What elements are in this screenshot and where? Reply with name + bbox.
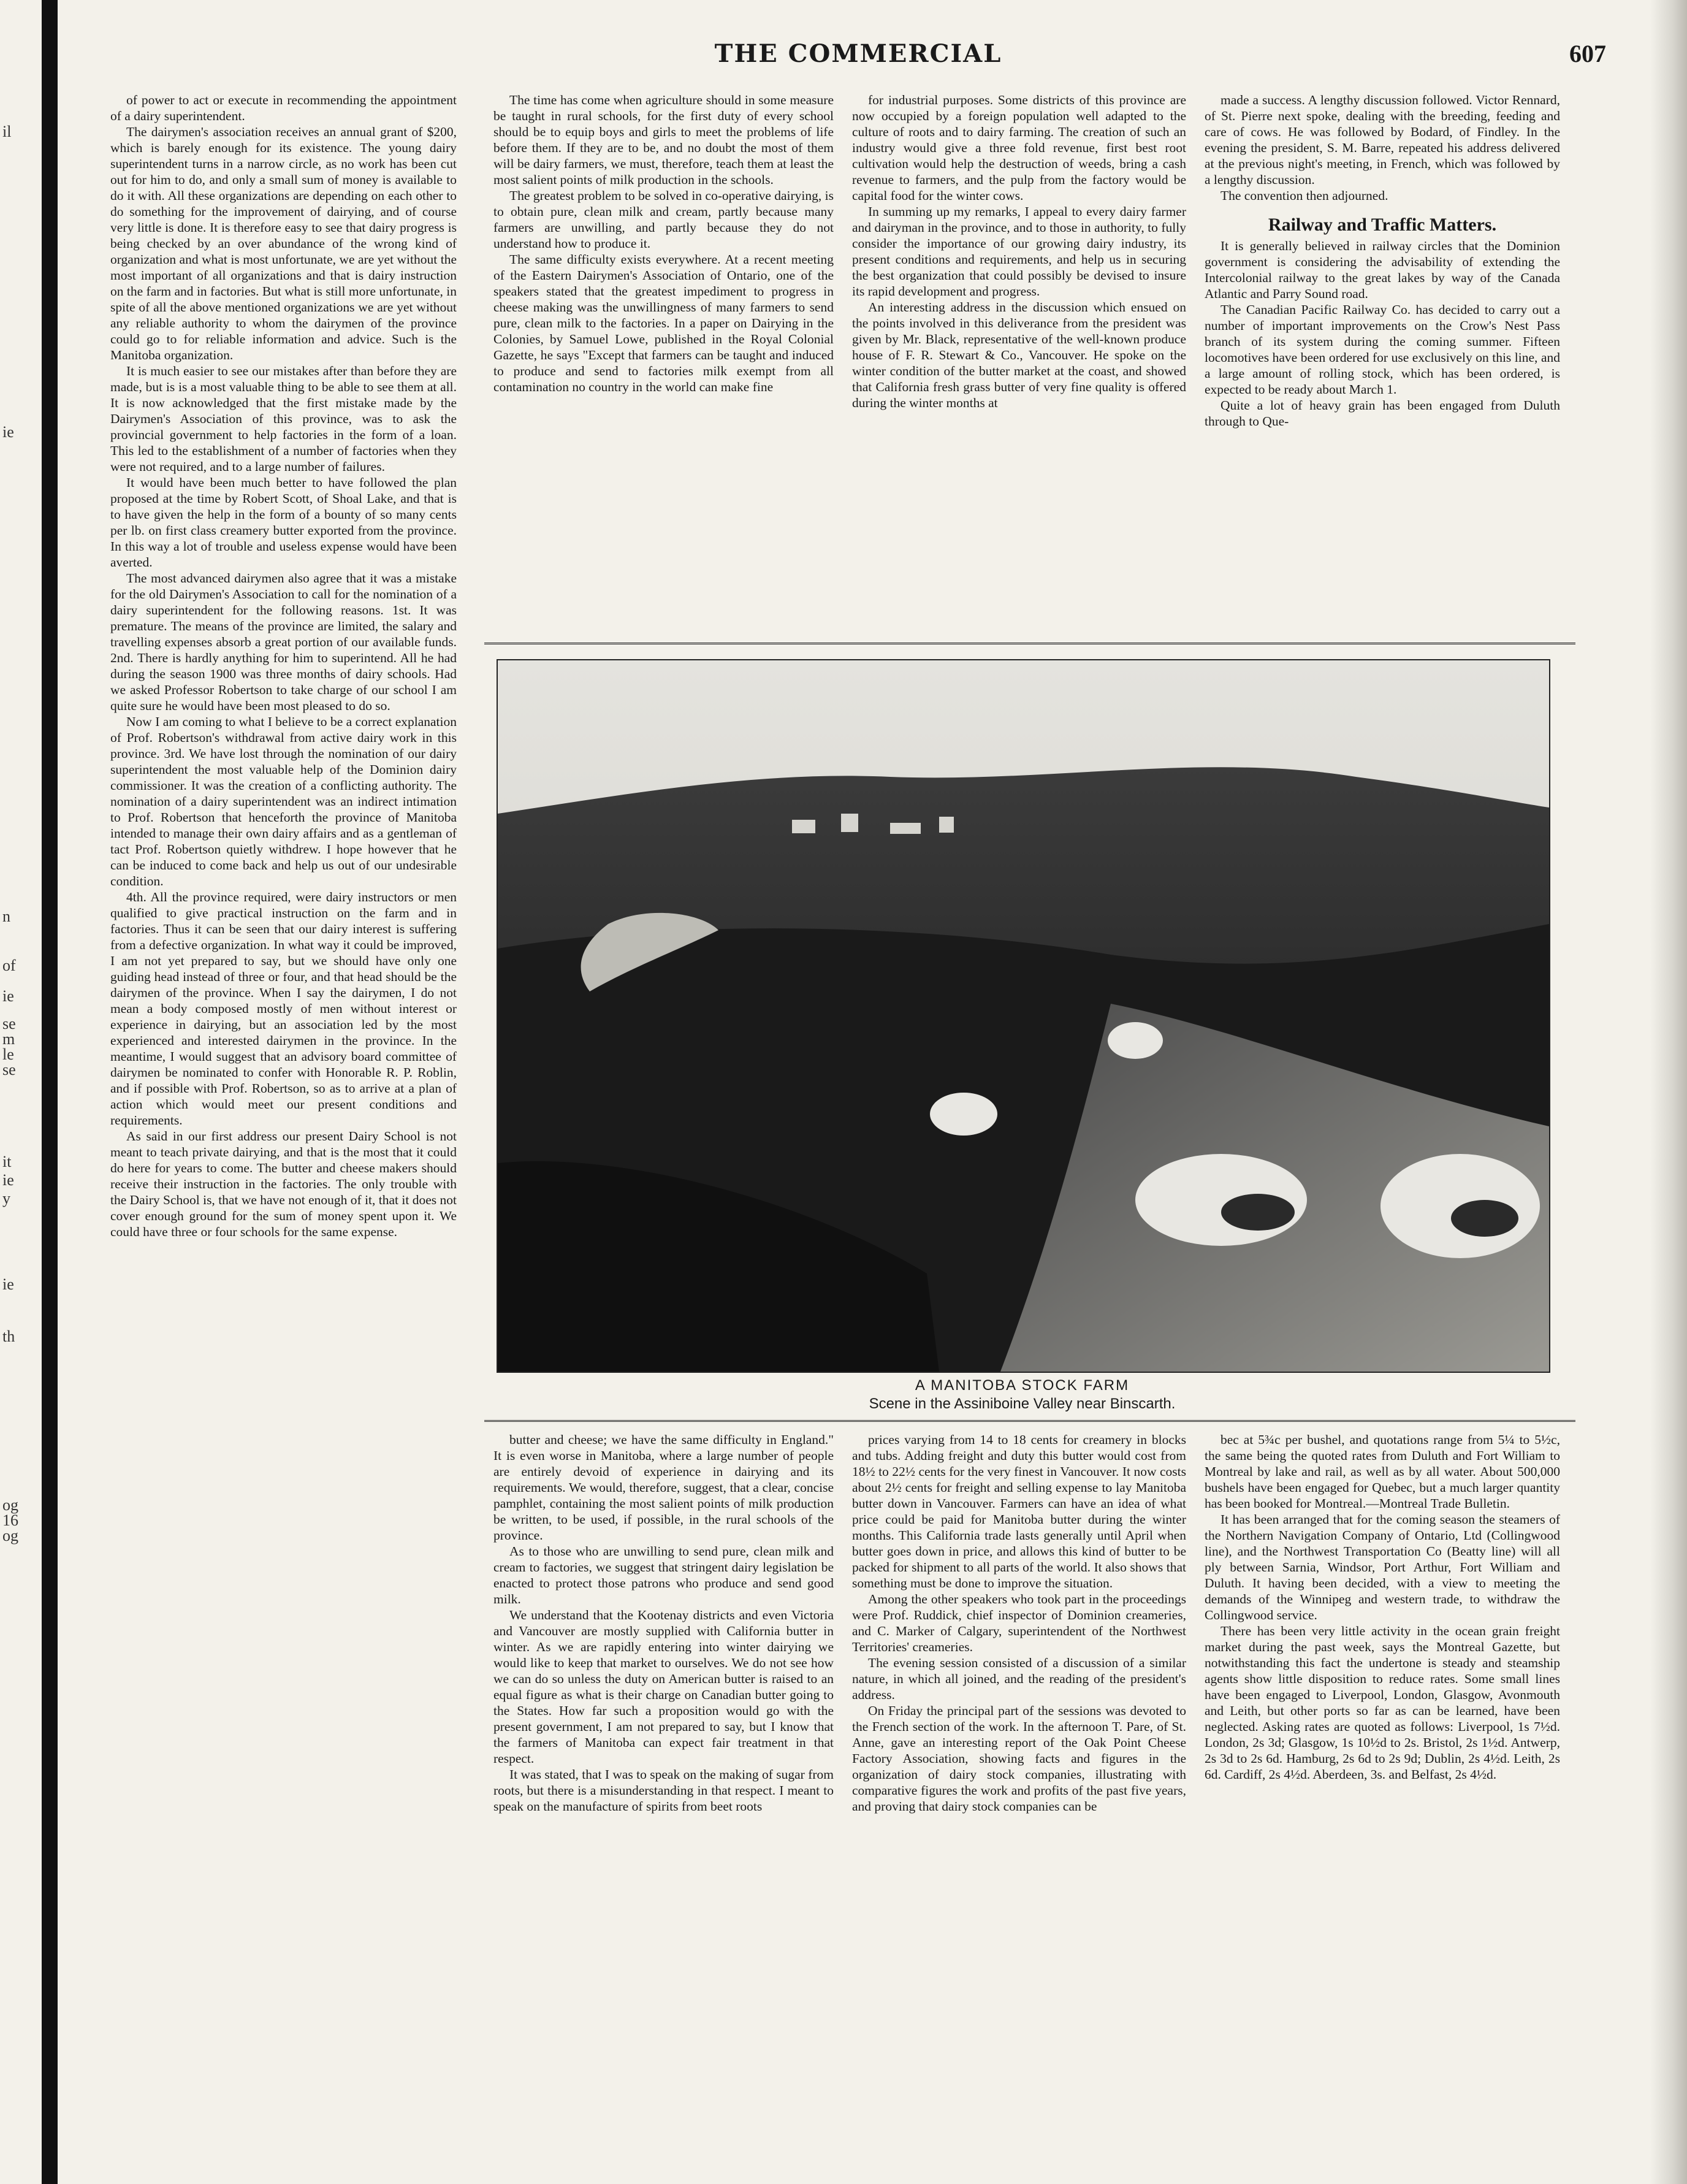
article-paragraph: As said in our first address our present Dairy School is not meant to teach private dairying, and that is the most that it could do here for years to come. The butter and cheese makers should receive their instruction in the factories. The only trouble with the Dairy School is, that we have not enough of it, that it does not cover enough ground for the sum of money spent upon it. We could have three or four schools for the same expense.	[110, 1129, 457, 1239]
article-paragraph: The evening session consisted of a discussion of a similar nature, in which all joined, and the reading of the president's address.	[852, 1655, 1186, 1702]
margin-note: 16	[2, 1511, 18, 1529]
article-paragraph: butter and cheese; we have the same difficulty in England." It is even worse in Manitoba, where a large number of people are entirely devoid of experience in dairying and its requirements. We would, therefore, suggest, that a clear, concise pamphlet, containing the most salient points of milk production be written, to be used, if possible, in the rural schools of the province.	[493, 1432, 834, 1543]
article-paragraph: There has been very little activity in the ocean grain freight market during the past week, says the Montreal Gazette, but notwithstanding this fact the undertone is steady and steamship agents show little disposition to reduce rates. Some small lines have been engaged to Liverpool, London, Glasgow, Avonmouth and Leith, but other ports so far as can be learned, have been neglected. Asking rates are quoted as follows: Liverpool, 1s 7½d. London, 2s 3d; Glasgow, 1s 10½d to 2s. Bristol, 2s 1½d. Antwerp, 2s 3d to 2s 6d. Hamburg, 2s 6d to 2s 9d; Dublin, 2s 4½d. Leith, 2s 6d. Cardiff, 2s 4½d. Aberdeen, 3s. and Belfast, 2s 4½d.	[1205, 1624, 1560, 1782]
margin-note: le	[2, 1045, 14, 1063]
article-paragraph: The time has come when agriculture should in some measure be taught in rural schools, for the first duty of every school should be to equip boys and girls to meet the problems of life before them. If they are to be, and no doubt the most of them will be dairy farmers, we must, therefore, teach them at least the most salient points of milk production in the schools.	[493, 93, 834, 187]
article-paragraph: It is generally believed in railway circles that the Dominion government is considering the advisability of extending the Intercolonial railway to the great lakes by way of the Canada Atlantic and Parry Sound road.	[1205, 239, 1560, 301]
article-paragraph: It would have been much better to have followed the plan proposed at the time by Robert Scott, of Shoal Lake, and that is to have given the help in the form of a bounty of so many cents per lb. on first class creamery butter exported from the province. In this way a lot of trouble and useless expense would have been averted.	[110, 475, 457, 570]
article-paragraph: 4th. All the province required, were dairy instructors or men qualified to give practical instruction on the farm and in factories. Thus it can be seen that our dairy interest is suffering from a defective organization. In what way it could be improved, I am not yet prepared to say, but we should have only one guiding head instead of three or four, and that head should be the dairymen of the province. When I say the dairymen, I do not mean a body composed mostly of men without interest or experience in dairying, but an association led by the most experienced and interested dairymen in the province. In the meantime, I would suggest that an advisory board committee of dairymen be nominated to confer with Honorable R. P. Roblin, and if possible with Prof. Robertson, so as to arrive at a plan of action which would meet our present conditions and requirements.	[110, 890, 457, 1128]
article-paragraph: As to those who are unwilling to send pure, clean milk and cream to factories, we suggest that stringent dairy legislation be enacted to protect those patrons who produce and send good milk.	[493, 1544, 834, 1606]
article-paragraph: Quite a lot of heavy grain has been engaged from Duluth through to Que-	[1205, 398, 1560, 429]
article-paragraph: bec at 5¾c per bushel, and quotations range from 5¼ to 5½c, the same being the quoted rates from Duluth and Fort William to Montreal by lake and rail, as well as by all water. About 500,000 bushels have been engaged for Quebec, but a much larger quantity has been booked for Montreal.—Montreal Trade Bulletin.	[1205, 1432, 1560, 1511]
column-4-lower	[1205, 1432, 1560, 2158]
margin-note: y	[2, 1189, 10, 1207]
column-3-lower	[852, 1432, 1186, 2158]
article-paragraph: In summing up my remarks, I appeal to every dairy farmer and dairyman in the province, and to those in authority, to fully consider the importance of our growing dairy industry, its present conditions and requirements, and help us in securing the best organization that could possibly be devised to insure its rapid development and progress.	[852, 204, 1186, 299]
margin-note: se	[2, 1015, 16, 1033]
column-2-upper	[493, 92, 834, 632]
margin-note: og	[2, 1496, 18, 1514]
article-paragraph: prices varying from 14 to 18 cents for creamery in blocks and tubs. Adding freight and duty this butter would cost from 18½ to 22½ cents for the very finest in Vancouver. It now costs about 2½ cents for freight and selling expense to lay Manitoba butter down in Vancouver. Farmers can have an idea of what price could be paid for Manitoba butter during the winter months. This California trade lasts generally until April when butter goes down in price, and allows this kind of butter to be packed for shipment to all parts of the world. It also shows that something must be done to improve the situation.	[852, 1432, 1186, 1590]
article-paragraph: On Friday the principal part of the sessions was devoted to the French section of the work. In the afternoon T. Pare, of St. Anne, gave an interesting report of the Oak Point Cheese Factory Association, showing facts and figures in the organization of dairy stock companies, illustrating with comparative figures the work and profits of the past five years, and proving that dairy stock companies can be	[852, 1703, 1186, 1814]
article-paragraph: The dairymen's association receives an annual grant of $200, which is barely enough for its existence. The young dairy superintendent turns in a narrow circle, as no work has been cut out for him to do, and only a small sum of money is available to do it with. All these organizations are depending on each other to do something for the improvement of dairying, and of course very little is done. It is therefore easy to see that dairy progress is being checked by an over abundance of the wrong kind of organization and what is most unfortunate, we are yet without the most important of all organizations and that is dairy instruction on the farm and in factories. But what is still more unfortunate, in spite of all the above mentioned organizations we are yet without any reliable authority to whom the dairymen of the province could go to for reliable information and advice. Such is the Manitoba organization.	[110, 124, 457, 362]
article-paragraph: Now I am coming to what I believe to be a correct explanation of Prof. Robertson's withdrawal from active dairy work in this province. 3rd. We have lost through the nomination of our dairy superintendent the most valuable help of the Dominion dairy commissioner. It was the creation of a conflicting authority. The nomination of a dairy superintendent was an indirect intimation to Prof. Robertson that henceforth the province of Manitoba intended to manage their own dairy affairs and as a gentleman of tact Prof. Robertson quietly withdrew. I hope however that he can be induced to come back and help us out of our undesirable condition.	[110, 714, 457, 888]
stock-farm-photo-image	[498, 660, 1549, 1372]
article-paragraph: An interesting address in the discussion which ensued on the points involved in this deliverance from the president was given by Mr. Black, representative of the well-known produce house of F. R. Stewart & Co., Vancouver. He spoke on the winter condition of the butter market at the coast, and showed that California fresh grass butter of very fine quality is offered during the winter months at	[852, 300, 1186, 410]
section-heading-railway: Railway and Traffic Matters.	[1268, 215, 1497, 235]
margin-note: ie	[2, 1275, 14, 1293]
margin-note: of	[2, 956, 16, 974]
article-paragraph: The greatest problem to be solved in co-operative dairying, is to obtain pure, clean milk and cream, partly because many farmers are unwilling, and partly because they do not understand how to produce it.	[493, 188, 834, 251]
article-paragraph: The most advanced dairymen also agree that it was a mistake for the old Dairymen's Association to call for the nomination of a dairy superintendent for the following reasons. 1st. It was premature. The means of the province are limited, the salary and travelling expenses absorb a great portion of our available funds. 2nd. There is hardly anything for him to superintend. All he had during the season 1900 was three months of dairy schools. Had we asked Professor Robertson to take charge of our school I am quite sure he would have been most pleased to do so.	[110, 571, 457, 713]
column-3-upper	[852, 92, 1186, 632]
column-2-lower	[493, 1432, 834, 2158]
page-number: 607	[1569, 40, 1606, 67]
article-paragraph: The same difficulty exists everywhere. At a recent meeting of the Eastern Dairymen's Association of Ontario, one of the speakers stated that the greatest impediment to progress in cheese making was the unwillingness of many farmers to send pure, clean milk to the factories. In a paper on Dairying in the Colonies, by Samuel Lowe, published in the Royal Colonial Gazette, he says "Except that farmers can be taught and induced to produce and send to factories milk exempt from all contamination no country in the world can make fine	[493, 252, 834, 394]
page-binding-edge	[42, 0, 58, 2184]
article-paragraph: Among the other speakers who took part in the proceedings were Prof. Ruddick, chief inspector of Dominion creameries, and C. Marker of Calgary, superintendent of the Northwest Territories' creameries.	[852, 1592, 1186, 1654]
margin-note: th	[2, 1327, 15, 1345]
margin-note: il	[2, 123, 12, 140]
margin-note: m	[2, 1030, 15, 1048]
margin-note: it	[2, 1153, 12, 1170]
margin-note: ie	[2, 1171, 14, 1189]
margin-note: ie	[2, 423, 14, 441]
article-paragraph: It was stated, that I was to speak on the making of sugar from roots, but there is a misunderstanding in that respect. I meant to speak on the manufacture of spirits from beet roots	[493, 1767, 834, 1814]
margin-notes	[0, 0, 39, 2184]
running-title: THE COMMERCIAL	[714, 39, 1002, 68]
page-right-edge	[1650, 0, 1687, 2184]
article-paragraph: It is much easier to see our mistakes after than before they are made, but is is a most valuable thing to be able to see them at all. It is now acknowledged that the first mistake made by the Dairymen's Association of this province, was to ask the provincial government to help factories in the form of a loan. This led to the establishment of a number of factories when they were not required, and to a large number of failures.	[110, 364, 457, 474]
column-1	[110, 92, 457, 2158]
article-paragraph: The Canadian Pacific Railway Co. has decided to carry out a number of important improvements on the Crow's Nest Pass branch of its system during the coming summer. Fifteen locomotives have been ordered for use exclusively on this line, and a large amount of rolling stock, which has been ordered, is expected to be ready about March 1.	[1205, 302, 1560, 397]
article-paragraph: We understand that the Kootenay districts and even Victoria and Vancouver are mostly supplied with California butter in winter. As we are rapidly entering into winter dairying we would like to keep that market to ourselves. We do not see how we can do so unless the duty on American butter is raised to an equal figure as what is their charge on Canadian butter going to the States. How far such a proposition would go with the present government, I am not prepared to say, but I know that the farmers of Manitoba can expect fair treatment in that respect.	[493, 1608, 834, 1766]
margin-note: se	[2, 1061, 16, 1079]
page-header	[110, 39, 1606, 82]
column-4-upper	[1205, 92, 1560, 632]
photo-caption-title: A MANITOBA STOCK FARM	[915, 1377, 1130, 1394]
photo-bottom-rule	[484, 1420, 1575, 1422]
margin-note: ie	[2, 987, 14, 1005]
photo-top-rule	[484, 643, 1575, 644]
stock-farm-photo	[497, 659, 1550, 1373]
article-paragraph: It has been arranged that for the coming season the steamers of the Northern Navigation Company of Ontario, Ltd (Collingwood line), and the Northwest Transportation Co (Beatty line) will all ply between Sarnia, Windsor, Port Arthur, Fort William and Duluth. It having been decided, with a view to meeting the demands of the Winnipeg and western trade, to withdraw the Collingwood service.	[1205, 1512, 1560, 1622]
photo-caption-subtitle: Scene in the Assiniboine Valley near Binscarth.	[869, 1396, 1176, 1412]
article-paragraph: for industrial purposes. Some districts of this province are now occupied by a foreign population well adapted to the culture of roots and to dairy farming. The creation of such an industry would give a three fold revenue, first best root cultivation would help the destruction of weeds, bring a cash revenue to farmers, and the pulp from the factory would be capital food for the winter cows.	[852, 93, 1186, 203]
article-paragraph: The convention then adjourned.	[1221, 188, 1388, 203]
article-paragraph: made a success. A lengthy discussion followed. Victor Rennard, of St. Pierre next spoke, dealing with the breeding, feeding and care of cows. He was followed by Bodard, of Findley. In the evening the president, S. M. Barre, repeated his address delivered at the previous night's meeting, in French, which was followed by a lengthy discussion.	[1205, 93, 1560, 187]
article-paragraph: of power to act or execute in recommending the appointment of a dairy superintendent.	[110, 93, 457, 123]
margin-note: og	[2, 1527, 18, 1544]
margin-note: n	[2, 907, 10, 925]
